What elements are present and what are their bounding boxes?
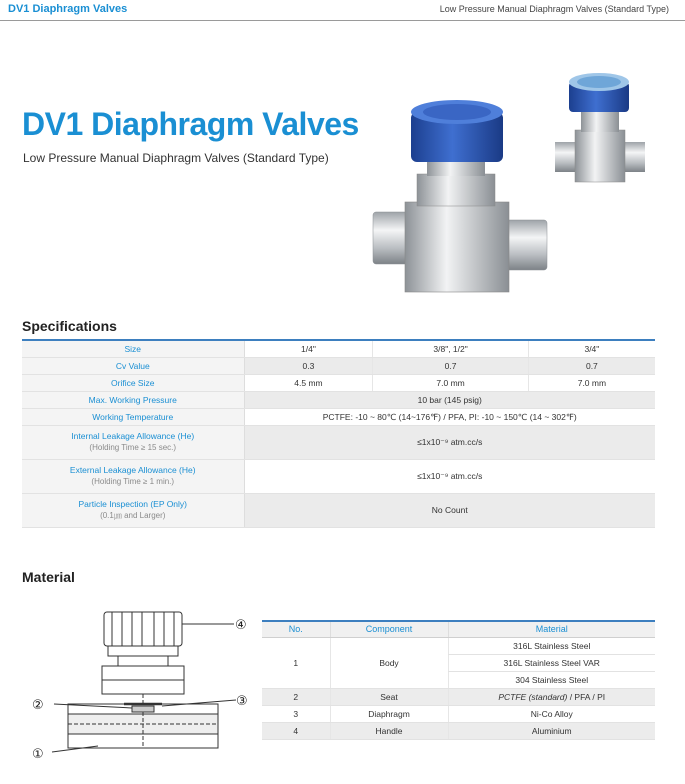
material-row — [262, 637, 655, 654]
spec-label-internal-leakage — [22, 425, 244, 459]
spec-label-size: Size — [22, 340, 244, 357]
spec-particle-title: Particle Inspection (EP Only) — [78, 499, 187, 509]
material-row-no: 2 — [262, 688, 330, 705]
spec-label-cv: Cv Value — [22, 357, 244, 374]
spec-internal-leakage-note: (Holding Time ≥ 15 sec.) — [89, 443, 177, 452]
spec-cv-2: 0.7 — [373, 357, 528, 374]
valve-cross-section-diagram — [28, 600, 260, 780]
callout-3: ③ — [236, 694, 248, 709]
spec-cv-1: 0.3 — [244, 357, 373, 374]
seat-part — [132, 706, 154, 712]
spec-orifice-3: 7.0 mm — [528, 374, 655, 391]
page-title: DV1 Diaphragm Valves — [22, 106, 359, 142]
material-row-component: Body — [330, 637, 448, 688]
large-valve-image — [373, 100, 547, 292]
specifications-table — [22, 339, 655, 528]
material-row-material: 304 Stainless Steel — [448, 671, 655, 688]
material-row-no: 4 — [262, 722, 330, 739]
material-col-component: Component — [330, 621, 448, 637]
spec-cv-3: 0.7 — [528, 357, 655, 374]
spec-internal-leakage-title: Internal Leakage Allowance (He) — [71, 431, 195, 441]
material-col-material: Material — [448, 621, 655, 637]
material-alternatives: / PFA / PI — [567, 691, 606, 702]
spec-particle-value: No Count — [244, 493, 655, 527]
spec-size-2: 3/8", 1/2" — [373, 340, 528, 357]
spec-internal-leakage-value: ≤1x10⁻⁹ atm.cc/s — [244, 425, 655, 459]
material-row-material: Aluminium — [448, 722, 655, 739]
spec-label-orifice: Orifice Size — [22, 374, 244, 391]
material-row-component: Handle — [330, 722, 448, 739]
spec-external-leakage-note: (Holding Time ≥ 1 min.) — [91, 477, 175, 486]
material-row-material — [448, 688, 655, 705]
callout-4: ④ — [235, 618, 247, 633]
material-col-no: No. — [262, 621, 330, 637]
material-row-material: Ni-Co Alloy — [448, 705, 655, 722]
material-row — [262, 722, 655, 739]
spec-external-leakage-title: External Leakage Allowance (He) — [69, 465, 196, 475]
material-row-material: 316L Stainless Steel — [448, 637, 655, 654]
spec-external-leakage-value: ≤1x10⁻⁹ atm.cc/s — [244, 459, 655, 493]
product-photo — [355, 62, 675, 302]
page-subtitle: Low Pressure Manual Diaphragm Valves (Standard Type) — [23, 151, 329, 165]
spec-label-external-leakage — [22, 459, 244, 493]
page-header — [0, 0, 685, 22]
material-heading: Material — [22, 569, 75, 585]
material-row-component: Diaphragm — [330, 705, 448, 722]
spec-size-1: 1/4" — [244, 340, 373, 357]
specifications-heading: Specifications — [22, 318, 117, 334]
material-row-no: 1 — [262, 637, 330, 688]
callout-2: ② — [32, 698, 44, 713]
spec-label-pressure: Max. Working Pressure — [22, 391, 244, 408]
spec-particle-note: (0.1㎛ and Larger) — [100, 511, 166, 520]
spec-temperature-value: PCTFE: -10 ~ 80℃ (14~176℉) / PFA, PI: -10 ~ 150℃ (14 ~ 302℉) — [244, 408, 655, 425]
material-row-component: Seat — [330, 688, 448, 705]
material-row-material: 316L Stainless Steel VAR — [448, 654, 655, 671]
small-valve-image — [555, 73, 645, 182]
header-product-name: DV1 Diaphragm Valves — [8, 3, 128, 15]
material-row-no: 3 — [262, 705, 330, 722]
material-standard-note: PCTFE (standard) — [498, 691, 568, 702]
header-product-type: Low Pressure Manual Diaphragm Valves (Standard Type) — [439, 4, 669, 14]
spec-pressure-value: 10 bar (145 psig) — [244, 391, 655, 408]
spec-orifice-1: 4.5 mm — [244, 374, 373, 391]
spec-label-temperature: Working Temperature — [22, 408, 244, 425]
spec-size-3: 3/4" — [528, 340, 655, 357]
material-table — [262, 620, 655, 740]
handle-part — [104, 612, 182, 646]
spec-orifice-2: 7.0 mm — [373, 374, 528, 391]
material-row — [262, 705, 655, 722]
material-row — [262, 688, 655, 705]
callout-1: ① — [32, 747, 44, 762]
spec-label-particle — [22, 493, 244, 527]
header-divider — [0, 20, 685, 21]
